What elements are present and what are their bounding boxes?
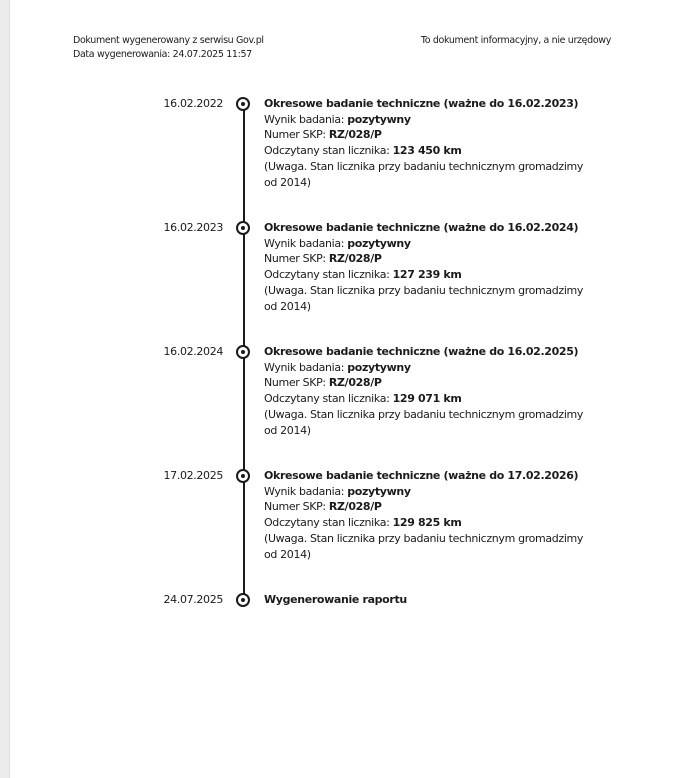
result-label: Wynik badania: [264,360,345,374]
odometer-row [264,391,599,407]
odometer-note: (Uwaga. Stan licznika przy badaniu technicznym gromadzimy od 2014) [264,283,584,313]
generation-date-label: Data wygenerowania: [73,49,170,60]
odometer-value: 129 071 km [392,392,462,406]
result-label: Wynik badania: [264,112,345,126]
skp-row [264,375,599,391]
skp-value: RZ/028/P [328,500,382,514]
result-row [264,236,599,252]
skp-label: Numer SKP: [264,500,326,514]
odometer-label: Odczytany stan licznika: [264,144,390,158]
entry-content [264,592,599,608]
source-label: Dokument wygenerowany z serwisu Gov.pl [73,35,264,46]
result-value: pozytywny [347,236,411,250]
entry-title: Okresowe badanie techniczne (ważne do 17.02.2026) [264,469,579,482]
odometer-label: Odczytany stan licznika: [264,516,390,530]
result-row [264,484,599,500]
entry-content [264,344,599,438]
odometer-note: (Uwaga. Stan licznika przy badaniu technicznym gromadzimy od 2014) [264,407,584,437]
odometer-note: (Uwaga. Stan licznika przy badaniu technicznym gromadzimy od 2014) [264,531,584,561]
odometer-value: 129 825 km [392,516,462,530]
odometer-row [264,143,599,159]
result-label: Wynik badania: [264,236,345,250]
timeline-dot-icon [236,345,250,359]
entry-title: Okresowe badanie techniczne (ważne do 16.02.2025) [264,345,579,358]
entry-content [264,220,599,314]
entry-content [264,468,599,562]
odometer-value: 127 239 km [392,268,462,282]
skp-row [264,499,599,515]
odometer-label: Odczytany stan licznika: [264,392,390,406]
disclaimer: To dokument informacyjny, a nie urzędowy [420,35,611,46]
result-row [264,360,599,376]
odometer-value: 123 450 km [392,144,462,158]
result-label: Wynik badania: [264,484,345,498]
entry-title: Okresowe badanie techniczne (ważne do 16.02.2024) [264,221,579,234]
entry-title: Wygenerowanie raportu [264,593,407,606]
entry-title: Okresowe badanie techniczne (ważne do 16.02.2023) [264,97,579,110]
odometer-label: Odczytany stan licznika: [264,268,390,282]
result-row [264,112,599,128]
generation-date-row [73,48,264,62]
odometer-row [264,515,599,531]
skp-row [264,251,599,267]
entry-date: 16.02.2022 [163,97,223,110]
timeline-dot-icon [236,97,250,111]
odometer-row [264,267,599,283]
entry-content [264,96,599,190]
skp-value: RZ/028/P [328,252,382,266]
skp-label: Numer SKP: [264,376,326,390]
skp-label: Numer SKP: [264,252,326,266]
skp-label: Numer SKP: [264,128,326,142]
timeline-dot-icon [236,469,250,483]
result-value: pozytywny [347,484,411,498]
entry-date: 17.02.2025 [163,469,223,482]
entry-date: 24.07.2025 [163,593,223,606]
generation-date-value: 24.07.2025 11:57 [172,49,252,60]
timeline-dot-icon [236,593,250,607]
skp-row [264,127,599,143]
result-value: pozytywny [347,360,411,374]
timeline-dot-icon [236,221,250,235]
result-value: pozytywny [347,112,411,126]
skp-value: RZ/028/P [328,128,382,142]
document-header-left [73,34,264,62]
entry-date: 16.02.2024 [163,345,223,358]
skp-value: RZ/028/P [328,376,382,390]
page-edge [0,0,10,778]
odometer-note: (Uwaga. Stan licznika przy badaniu technicznym gromadzimy od 2014) [264,159,584,189]
entry-date: 16.02.2023 [163,221,223,234]
